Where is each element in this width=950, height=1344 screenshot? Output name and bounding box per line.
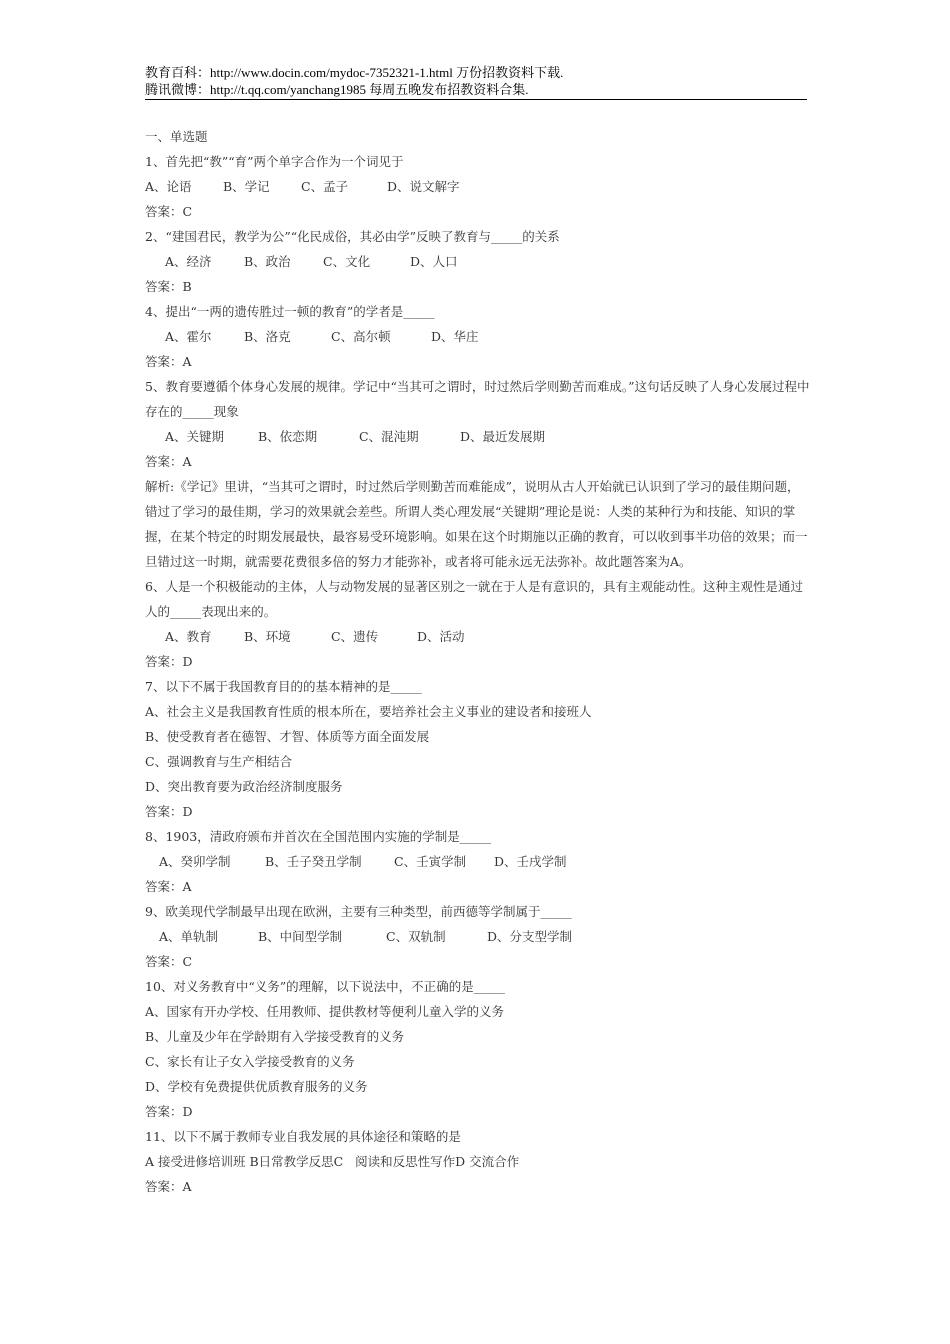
question-5-answer: 答案：A: [145, 454, 192, 469]
question-6-option-a: A、教育: [165, 629, 212, 644]
question-4-options: [145, 324, 810, 349]
question-7-option-d: D、突出教育要为政治经济制度服务: [145, 779, 343, 794]
question-4-answer: 答案：A: [145, 354, 192, 369]
question-5-option-a: A、关键期: [165, 429, 225, 444]
question-2-answer: 答案：B: [145, 279, 192, 294]
question-5-stem: 5、教育要遵循个体身心发展的规律。学记中“当其可之谓时，时过然后学则勤苦而难成。”这句话反映了人身心发展过程中存在的_____现象: [145, 379, 810, 419]
question-10-stem: 10、对义务教育中“义务”的理解，以下说法中，不正确的是_____: [145, 979, 505, 994]
question-2-stem: 2、“建国君民，教学为公”“化民成俗，其必由学”反映了教育与_____的关系: [145, 229, 560, 244]
question-10-option-c: C、家长有让子女入学接受教育的义务: [145, 1054, 355, 1069]
question-4-option-c: C、高尔顿: [331, 329, 391, 344]
question-7-option-c: C、强调教育与生产相结合: [145, 754, 293, 769]
question-8-options: [145, 849, 810, 874]
question-1-stem: 1、首先把“教”“育”两个单字合作为一个词见于: [145, 154, 404, 169]
header-line-weibo: 腾讯微博：http://t.qq.com/yanchang1985 每周五晚发布招教资料合集.: [145, 82, 529, 97]
question-10-option-b: B、儿童及少年在学龄期有入学接受教育的义务: [145, 1029, 405, 1044]
question-1-option-c: C、孟子: [301, 179, 349, 194]
question-4-option-b: B、洛克: [244, 329, 291, 344]
question-9-option-a: A、单轨制: [159, 929, 219, 944]
question-10-option-a: A、国家有开办学校、任用教师、提供教材等便利儿童入学的义务: [145, 1004, 505, 1019]
question-9-option-c: C、双轨制: [386, 929, 446, 944]
question-1-option-d: D、说文解字: [387, 179, 460, 194]
question-10-answer: 答案：D: [145, 1104, 193, 1119]
question-1-option-a: A、论语: [145, 179, 192, 194]
question-9-stem: 9、欧美现代学制最早出现在欧洲，主要有三种类型，前西德等学制属于_____: [145, 904, 572, 919]
question-8-stem: 8、1903，清政府颁布并首次在全国范围内实施的学制是_____: [145, 829, 492, 844]
question-2-option-c: C、文化: [323, 254, 371, 269]
question-4-option-a: A、霍尔: [165, 329, 212, 344]
question-5-option-d: D、最近发展期: [460, 429, 546, 444]
question-2-options: [145, 249, 810, 274]
question-8-answer: 答案：A: [145, 879, 192, 894]
question-7-answer: 答案：D: [145, 804, 193, 819]
question-5-options: [145, 424, 810, 449]
question-8-option-c: C、壬寅学制: [394, 854, 467, 869]
question-9-option-b: B、中间型学制: [258, 929, 343, 944]
question-9-answer: 答案：C: [145, 954, 193, 969]
question-6-answer: 答案：D: [145, 654, 193, 669]
question-10-option-d: D、学校有免费提供优质教育服务的义务: [145, 1079, 368, 1094]
page-header: [145, 64, 807, 100]
question-6-options: [145, 624, 810, 649]
question-4-option-d: D、华庄: [431, 329, 479, 344]
question-7-stem: 7、以下不属于我国教育目的的基本精神的是_____: [145, 679, 422, 694]
question-7-option-a: A、社会主义是我国教育性质的根本所在，要培养社会主义事业的建设者和接班人: [145, 704, 592, 719]
question-6-option-d: D、活动: [417, 629, 465, 644]
question-11-stem: 11、以下不属于教师专业自我发展的具体途径和策略的是: [145, 1129, 461, 1144]
question-7-option-b: B、使受教育者在德智、才智、体质等方面全面发展: [145, 729, 430, 744]
question-4-stem: 4、提出“一两的遗传胜过一顿的教育”的学者是_____: [145, 304, 435, 319]
question-11-answer: 答案：A: [145, 1179, 192, 1194]
question-5-option-b: B、依恋期: [258, 429, 318, 444]
question-5-option-c: C、混沌期: [359, 429, 419, 444]
question-2-option-b: B、政治: [244, 254, 291, 269]
section-title: 一、单选题: [145, 129, 208, 144]
question-6-option-c: C、遗传: [331, 629, 379, 644]
question-8-option-a: A、癸卯学制: [159, 854, 231, 869]
question-1-answer: 答案：C: [145, 204, 193, 219]
question-6-stem: 6、人是一个积极能动的主体，人与动物发展的显著区别之一就在于人是有意识的，具有主观能动性。这种主观性是通过人的_____表现出来的。: [145, 579, 803, 619]
question-11-options: A 接受进修培训班 B日常教学反思C 阅读和反思性写作D 交流合作: [145, 1154, 520, 1169]
question-9-option-d: D、分支型学制: [487, 929, 573, 944]
question-2-option-d: D、人口: [410, 254, 458, 269]
question-8-option-b: B、壬子癸丑学制: [265, 854, 362, 869]
question-6-option-b: B、环境: [244, 629, 291, 644]
question-1-option-b: B、学记: [223, 179, 270, 194]
question-1-options: [145, 174, 810, 199]
question-2-option-a: A、经济: [165, 254, 212, 269]
question-5-analysis: 解析:《学记》里讲，“当其可之谓时，时过然后学则勤苦而难能成”，说明从古人开始就已认识到了学习的最佳期问题，错过了学习的最佳期，学习的效果就会差些。所谓人类心理发展“关键期”理论是说：人类的某种行为和技能、知识的掌握，在某个特定的时期发展最快，最容易受环境影响。如果在这个时期施以正确的教育，可以收到事半功倍的效果；而一旦错过这一时期，就需要花费很多倍的努力才能弥补，或者将可能永远无法弥补。故此题答案为A。: [145, 479, 808, 569]
document-body: [145, 124, 810, 1199]
question-9-options: [145, 924, 810, 949]
header-line-encyclopedia: 教育百科：http://www.docin.com/mydoc-7352321-1.html 万份招教资料下载.: [145, 65, 564, 80]
question-8-option-d: D、壬戌学制: [494, 854, 567, 869]
